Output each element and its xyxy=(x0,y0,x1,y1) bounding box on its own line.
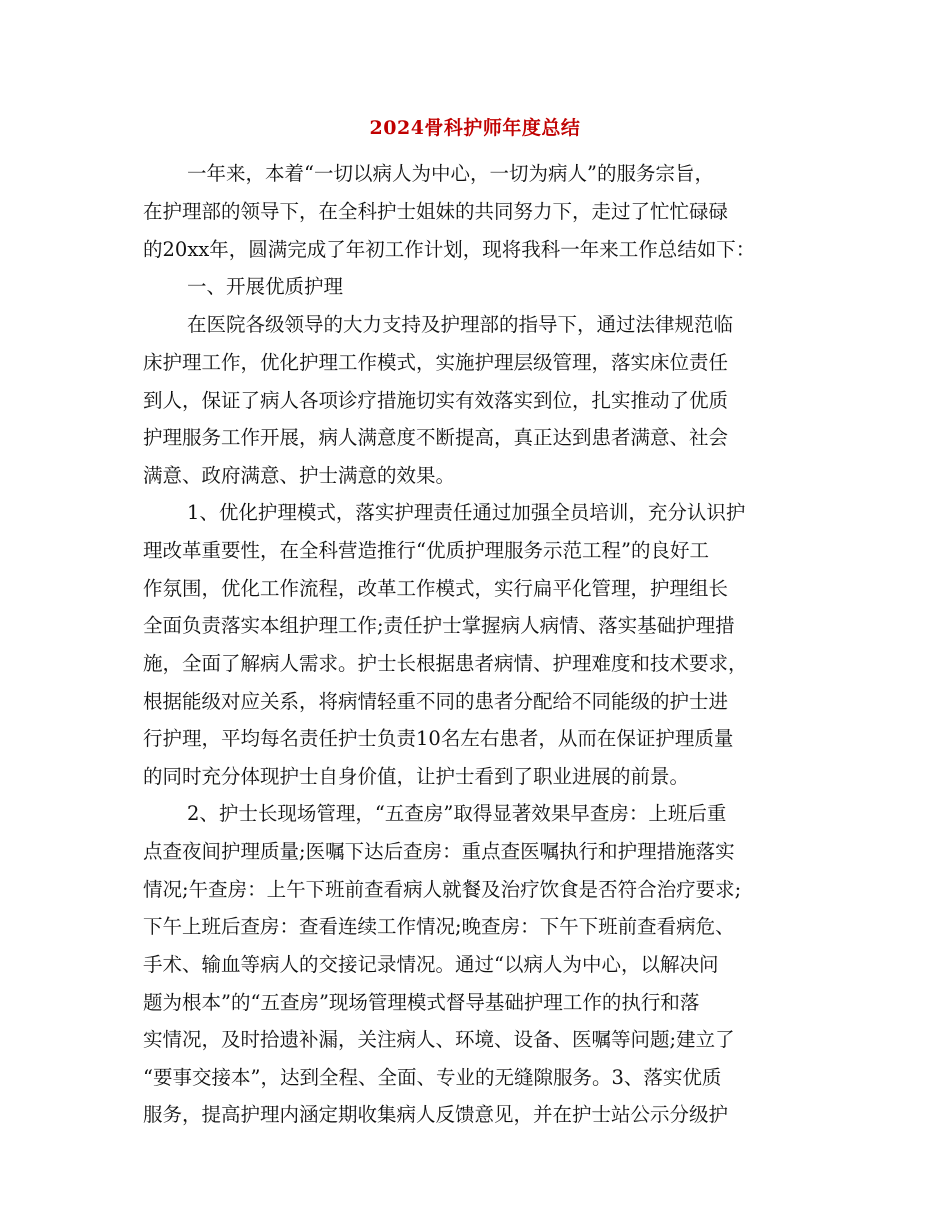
paragraph-line: 根据能级对应关系，将病情轻重不同的患者分配给不同能级的护士进 xyxy=(143,690,729,713)
paragraph-line: 行护理，平均每名责任护士负责10名左右患者，从而在保证护理质量 xyxy=(143,727,734,750)
paragraph-line: 施，全面了解病人需求。护士长根据患者病情、护理难度和技术要求， xyxy=(143,652,748,675)
paragraph-line: 服务，提高护理内涵定期收集病人反馈意见，并在护士站公示分级护 xyxy=(143,1103,729,1126)
paragraph-line: 满意、政府满意、护士满意的效果。 xyxy=(143,464,456,487)
paragraph-line: 的20xx年，圆满完成了年初工作计划，现将我科一年来工作总结如下： xyxy=(143,238,756,261)
paragraph-line: 床护理工作，优化护理工作模式，实施护理层级管理，落实床位责任 xyxy=(143,351,729,374)
paragraph-line: 一年来，本着“一切以病人为中心，一切为病人”的服务宗旨， xyxy=(187,162,714,185)
paragraph-line: 到人，保证了病人各项诊疗措施切实有效落实到位，扎实推动了优质 xyxy=(143,389,729,412)
paragraph-line: 1、优化护理模式，落实护理责任通过加强全员培训，充分认识护 xyxy=(187,501,746,524)
paragraph-line: 在医院各级领导的大力支持及护理部的指导下，通过法律规范临 xyxy=(187,313,734,336)
paragraph-line: 下午上班后查房：查看连续工作情况;晚查房：下午下班前查看病危、 xyxy=(143,915,735,938)
paragraph-line: 全面负责落实本组护理工作;责任护士掌握病人病情、落实基础护理措 xyxy=(143,614,735,637)
paragraph-line: 护理服务工作开展，病人满意度不断提高，真正达到患者满意、社会 xyxy=(143,426,729,449)
paragraph-line: 的同时充分体现护士自身价值，让护士看到了职业进展的前景。 xyxy=(143,765,690,788)
paragraph-line: 在护理部的领导下，在全科护士姐妹的共同努力下，走过了忙忙碌碌 xyxy=(143,200,729,223)
paragraph-line: “要事交接本”，达到全程、全面、专业的无缝隙服务。3、落实优质 xyxy=(143,1066,722,1089)
paragraph-line: 点查夜间护理质量;医嘱下达后查房：重点查医嘱执行和护理措施落实 xyxy=(143,840,735,863)
paragraph-line: 实情况，及时拾遗补漏，关注病人、环境、设备、医嘱等问题;建立了 xyxy=(143,1028,735,1051)
document-title: 2024骨科护师年度总结 xyxy=(369,117,581,139)
paragraph-line: 题为根本”的“五查房”现场管理模式督导基础护理工作的执行和落 xyxy=(143,991,700,1014)
paragraph-line: 理改革重要性，在全科营造推行“优质护理服务示范工程”的良好工 xyxy=(143,539,709,562)
paragraph-line: 2、护士长现场管理，“五查房”取得显著效果早查房：上班后重 xyxy=(187,802,727,825)
section-heading: 一、开展优质护理 xyxy=(187,275,344,298)
paragraph-line: 情况;午查房：上午下班前查看病人就餐及治疗饮食是否符合治疗要求; xyxy=(143,878,742,901)
paragraph-line: 作氛围，优化工作流程，改革工作模式，实行扁平化管理，护理组长 xyxy=(143,577,729,600)
paragraph-line: 手术、输血等病人的交接记录情况。通过“以病人为中心，以解决问 xyxy=(143,953,719,976)
